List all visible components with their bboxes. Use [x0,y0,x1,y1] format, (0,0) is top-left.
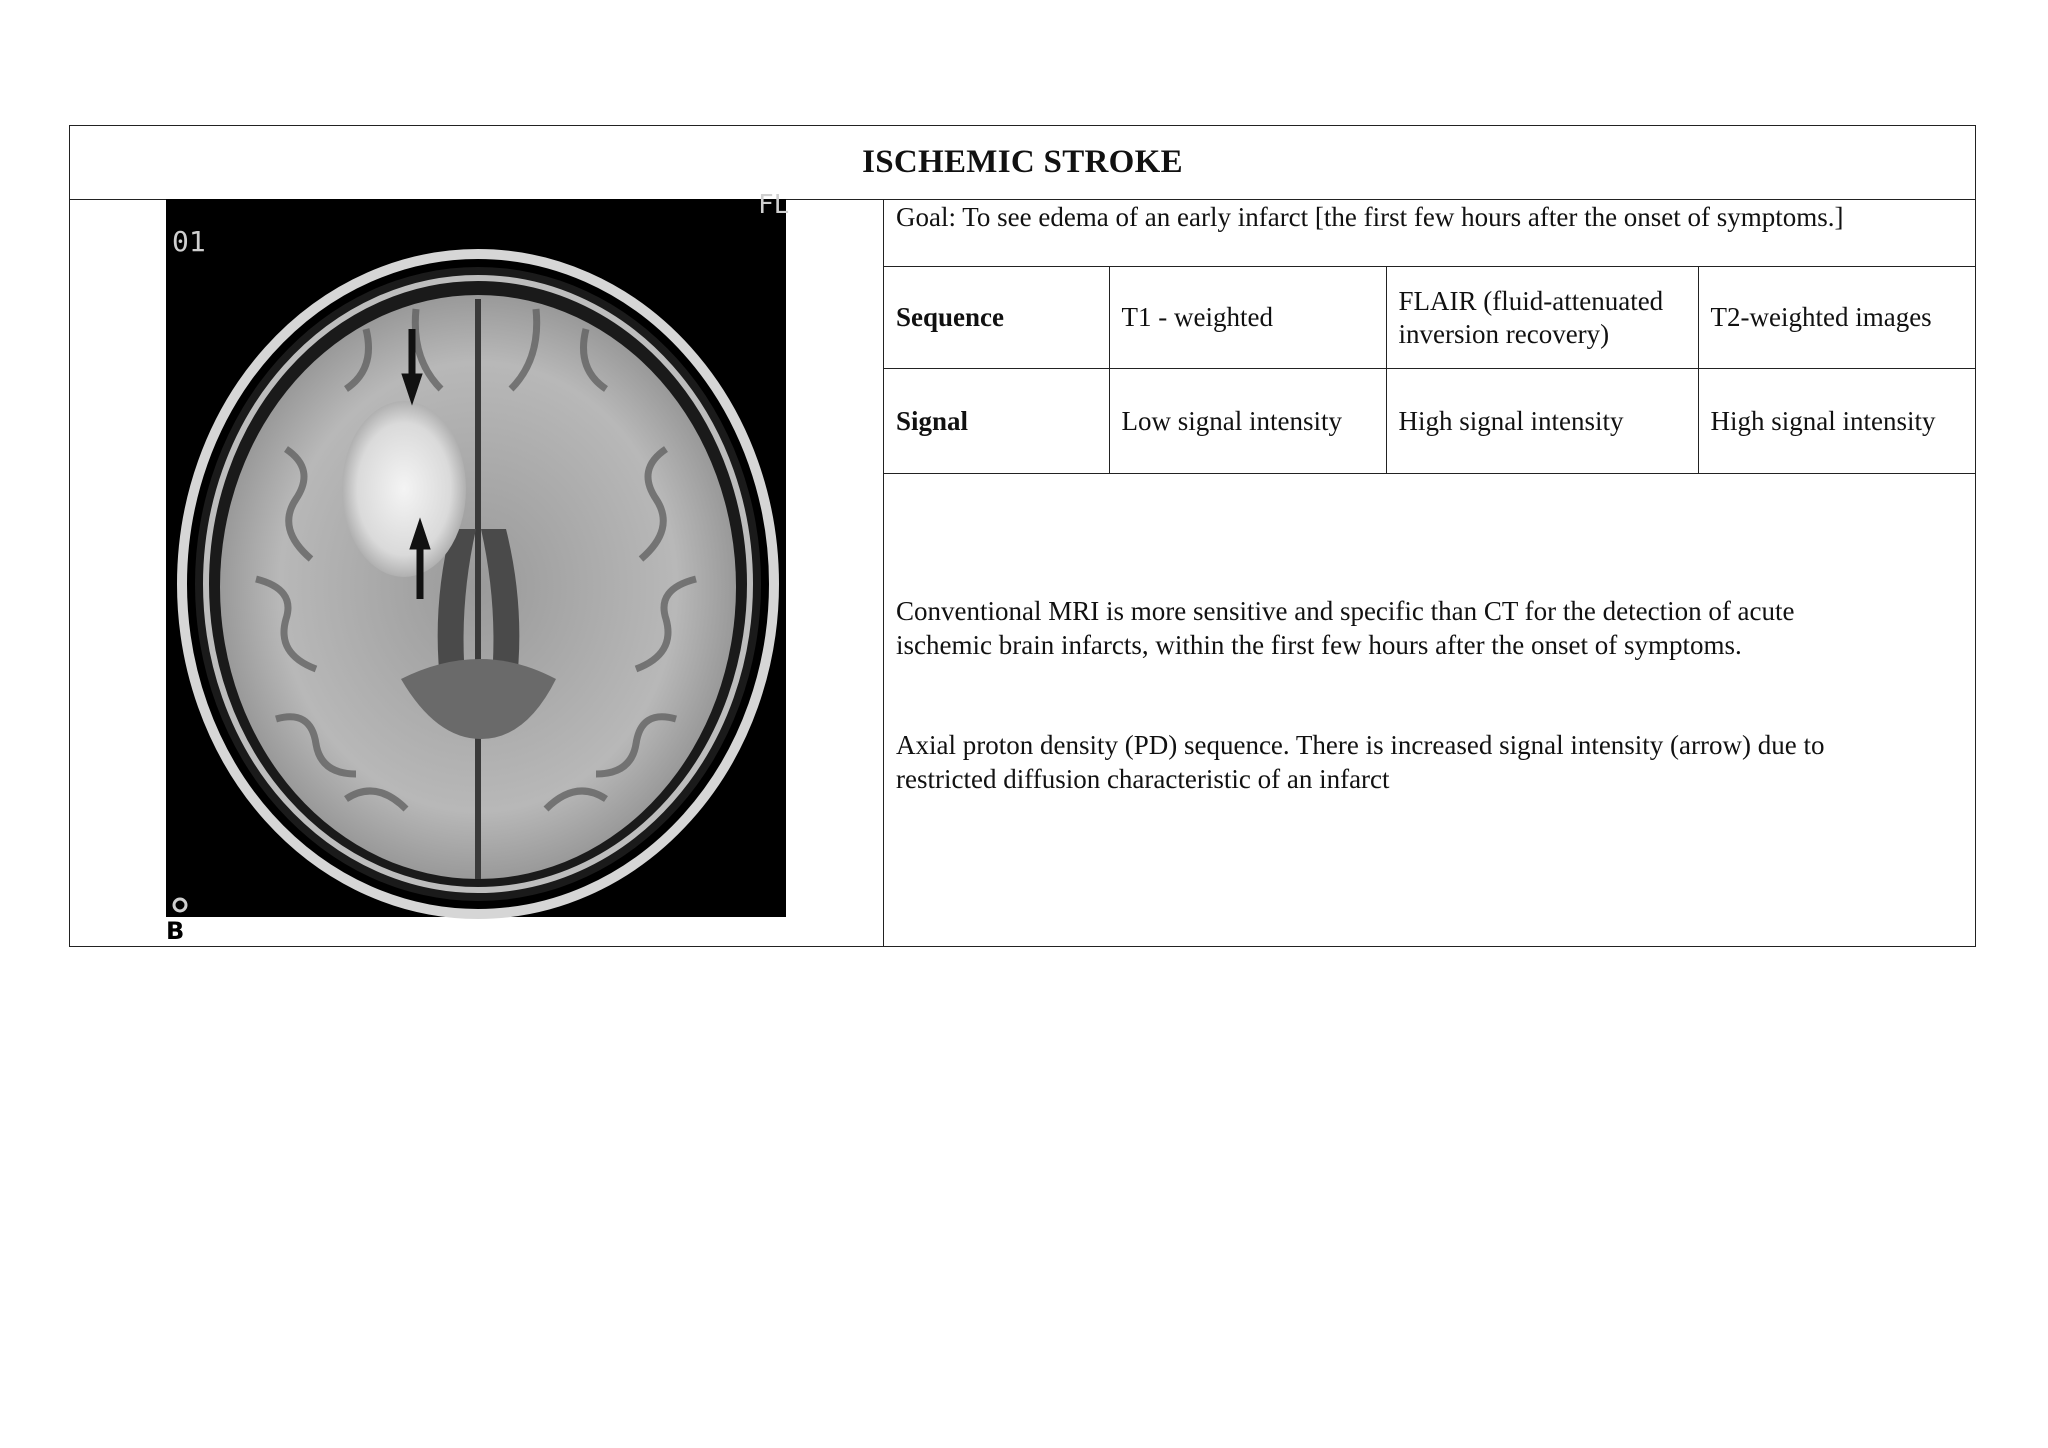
panel-letter: B [166,917,185,945]
table-cell: Low signal intensity [1109,369,1386,474]
notes-block [896,594,1963,862]
row-header-sequence: Sequence [884,267,1109,369]
mri-corner-label-right: FL [758,190,790,220]
goal-text: Goal: To see edema of an early infarct [the first few hours after the onset of symptoms.] [884,199,1975,267]
table-cell: FLAIR (fluid-attenuated inversion recovery) [1386,267,1698,369]
axial-brain-mri-image [166,190,790,917]
table-row [884,267,1975,369]
note-paragraph: Conventional MRI is more sensitive and specific than CT for the detection of acute ischemic brain infarcts, within the first few hours after the onset of symptoms. [896,596,1795,660]
description-cell [884,199,1975,946]
table-cell: T2-weighted images [1698,267,1975,369]
table-cell: High signal intensity [1698,369,1975,474]
table-cell: T1 - weighted [1109,267,1386,369]
table-row [884,369,1975,474]
table-title: ISCHEMIC STROKE [70,126,1975,200]
stroke-table [69,125,1976,947]
table-cell: High signal intensity [1386,369,1698,474]
mri-corner-label: 01 [172,225,206,258]
row-header-signal: Signal [884,369,1109,474]
sequence-signal-table [884,267,1975,474]
image-cell [70,190,884,946]
note-paragraph: Axial proton density (PD) sequence. There is increased signal intensity (arrow) due to restricted diffusion characteristic of an infarct [896,730,1825,794]
